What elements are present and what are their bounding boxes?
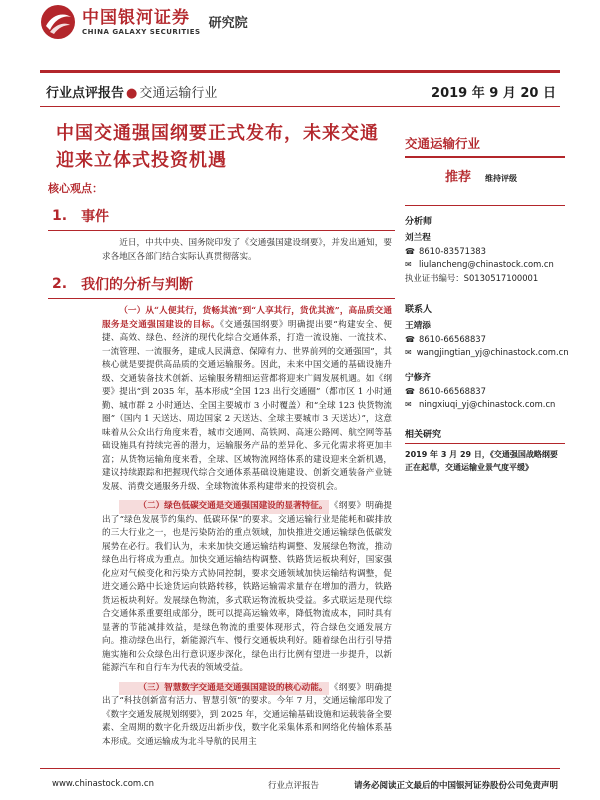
section-label: 事件 xyxy=(81,209,110,225)
related-research-heading: 相关研究 xyxy=(405,427,565,444)
side-column xyxy=(405,120,569,474)
side-rule xyxy=(405,205,565,206)
side-rule xyxy=(405,156,565,158)
report-title: 中国交通强国纲要正式发布，未来交通迎来立体式投资机遇 xyxy=(56,123,379,171)
email-address[interactable]: ningxiuqi_yj@chinastock.com.cn xyxy=(419,399,556,409)
main-column xyxy=(40,120,395,770)
galaxy-logo-icon xyxy=(40,4,76,40)
section-rule xyxy=(48,298,395,299)
brand-name-cn: 中国银河证券 xyxy=(82,7,190,28)
page-footer xyxy=(40,768,560,796)
section-number: 2. xyxy=(52,276,68,292)
rating-row xyxy=(405,166,565,185)
analyst-phone xyxy=(405,246,565,256)
event-paragraph: 近日，中共中央、国务院印发了《交通强国建设纲要》，并发出通知，要求各地区各部门结合实际认真贯彻落实。 xyxy=(102,238,392,262)
email-address[interactable]: wangjingtian_yj@chinastock.com.cn xyxy=(416,347,569,357)
side-sector: 交通运输行业 xyxy=(405,136,481,151)
rating-note: 维持评级 xyxy=(485,174,518,183)
brand-name-en: CHINA GALAXY SECURITIES xyxy=(82,27,201,36)
email-icon: ✉ xyxy=(405,259,412,269)
section-event-heading xyxy=(52,206,395,226)
point-2-lead: （二）绿色低碳交通是交通强国建设的显著特征。 xyxy=(119,500,329,514)
section-label: 我们的分析与判断 xyxy=(81,277,194,293)
analysis-point-1 xyxy=(102,305,392,494)
phone-icon: ☎ xyxy=(405,246,415,256)
spacer xyxy=(405,284,565,294)
footer-report-type: 行业点评报告 xyxy=(268,781,320,791)
brand-logo xyxy=(40,4,248,40)
related-research-item[interactable]: 2019 年 3 月 29 日，《交通强国战略纲要正在起草，交通运输业景气度平缓》 xyxy=(405,450,558,472)
section-analysis-heading xyxy=(52,274,395,294)
contact-name: 宁修齐 xyxy=(405,373,431,383)
point-1-body: 《交通强国纲要》明确提出要“构建安全、便捷、高效、绿色、经济的现代化综合交通体系，打造一流设施、一流技术、一流管理、一流服务，建成人民满意、保障有力、世界前列的交通强国”，其核心就是要提供高品质的交通运输服务。因此，未来中国交通的基础设施升级、交通装备技术创新、运输服务精细运营都将迎来广阔发展机遇。如《纲要》提出“到 2035 年，基本形成“全国 123 出行交通圈”（都市区 1 小时通勤、城市群 2 小时通达、全国主要城市 3 小时覆盖）和“全球 123 快货物流圈”（国内 1 天送达、周边国家 2 天送达、全球主要城市 3 天送达）”，这意味着从公众出行角度来看，城市交通网、高铁网、高速公路网、航空网等基础设施具有持续完善的潜力，运输服务产品的差异化、多元化需求将更加丰富；从货物运输角度来看，全球、区域物流网络体系的建设迎来全新机遇，建议持续跟踪和把握现代综合交通体系基础设施建设、创新交通装备产业链发展、消费交通服务升级、全球物流体系构建带来的投资机会。 xyxy=(102,319,392,492)
analyst-cert: 执业证书编号：S0130517100001 xyxy=(405,273,539,283)
section-rule xyxy=(48,230,395,231)
report-type-label: 行业点评报告 xyxy=(46,86,125,101)
point-3-lead: （三）智慧数字交通是交通强国建设的核心动能。 xyxy=(119,682,329,696)
footer-disclaimer: 请务必阅读正文最后的中国银河证券股份公司免责声明 xyxy=(353,781,558,791)
contact-email[interactable] xyxy=(405,347,569,357)
spacer xyxy=(405,357,565,367)
point-3-body: 《纲要》明确提出了“科技创新富有活力、智慧引领”的要求。今年 7 月，交通运输部印发了《数字交通发展规划纲要》，到 2025 年，交通运输基础设施和运载装备全要素、全周期的数字化升级迈出新步伐，数字化采集体系和网络化传输体系基本形成。交通运输成为北斗导航的民用主 xyxy=(102,682,392,747)
report-type xyxy=(46,82,217,101)
header-top-rule xyxy=(40,70,560,73)
institute-label: 研究院 xyxy=(208,16,248,31)
core-view-label: 核心观点： xyxy=(48,182,103,195)
analyst-email[interactable] xyxy=(405,259,565,269)
contact-phone xyxy=(405,386,565,396)
contact-phone xyxy=(405,334,565,344)
phone-number: 8610-66568837 xyxy=(419,334,486,344)
contact-name: 王靖添 xyxy=(405,321,431,331)
analysis-point-3 xyxy=(102,682,392,750)
phone-icon: ☎ xyxy=(405,386,415,396)
section-number: 1. xyxy=(52,208,68,224)
point-1-lead: （一）从“人便其行，货畅其流”到“人享其行，货优其流”，高品质交通服务是交通强国建设的目标。 xyxy=(102,306,392,330)
contact-email[interactable] xyxy=(405,399,565,409)
bullet-dot: ● xyxy=(126,86,138,101)
report-header xyxy=(40,70,560,110)
contact-heading: 联系人 xyxy=(405,305,433,315)
phone-icon: ☎ xyxy=(405,334,415,344)
email-icon: ✉ xyxy=(405,347,412,357)
analysis-point-2 xyxy=(102,500,392,676)
report-sector: 交通运输行业 xyxy=(139,86,218,101)
email-icon: ✉ xyxy=(405,399,412,409)
point-2-body: 《纲要》明确提出了“绿色发展节约集约、低碳环保”的要求。交通运输行业是能耗和碳排放的三大行业之一，也是污染防治的重点领域，加快推进交通运输绿色低碳发展势在必行。我们认为，未来加快交通运输结构调整、发展绿色物流，推动绿色出行将成为重点。加快交通运输结构调整、铁路货运板块利好，国家强化应对气候变化和污染方式协同控制，要求交通领域加快运输结构调整，促进交通公路中长途货运向铁路转移，铁路运输需求量存在增加的潜力，铁路货运板块利好。发展绿色物流，多式联运物流板块受益。多式联运是现代综合交通体系重要组成部分，既可以提高运输效率，降低物流成本，同时具有显著的节能减排效益，是绿色物流的重要体现形式，符合绿色交通发展方向。推动绿色出行，新能源汽车、慢行交通板块利好。随着绿色出行引导措施实施和公众绿色出行意识逐步深化，绿色出行比例有望进一步提升，以新能源汽车和自行车为代表的领域受益。 xyxy=(102,501,392,673)
footer-url[interactable]: www.chinastock.com.cn xyxy=(52,779,154,789)
phone-number: 8610-83571383 xyxy=(419,246,486,256)
analyst-name: 刘兰程 xyxy=(405,233,431,243)
rating-value: 推荐 xyxy=(445,170,472,185)
email-address[interactable]: liulancheng@chinastock.com.cn xyxy=(419,259,554,269)
analyst-heading: 分析师 xyxy=(405,217,433,227)
phone-number: 8610-66568837 xyxy=(419,386,486,396)
header-bottom-rule xyxy=(40,106,560,107)
report-date: 2019 年 9 月 20 日 xyxy=(431,86,556,101)
